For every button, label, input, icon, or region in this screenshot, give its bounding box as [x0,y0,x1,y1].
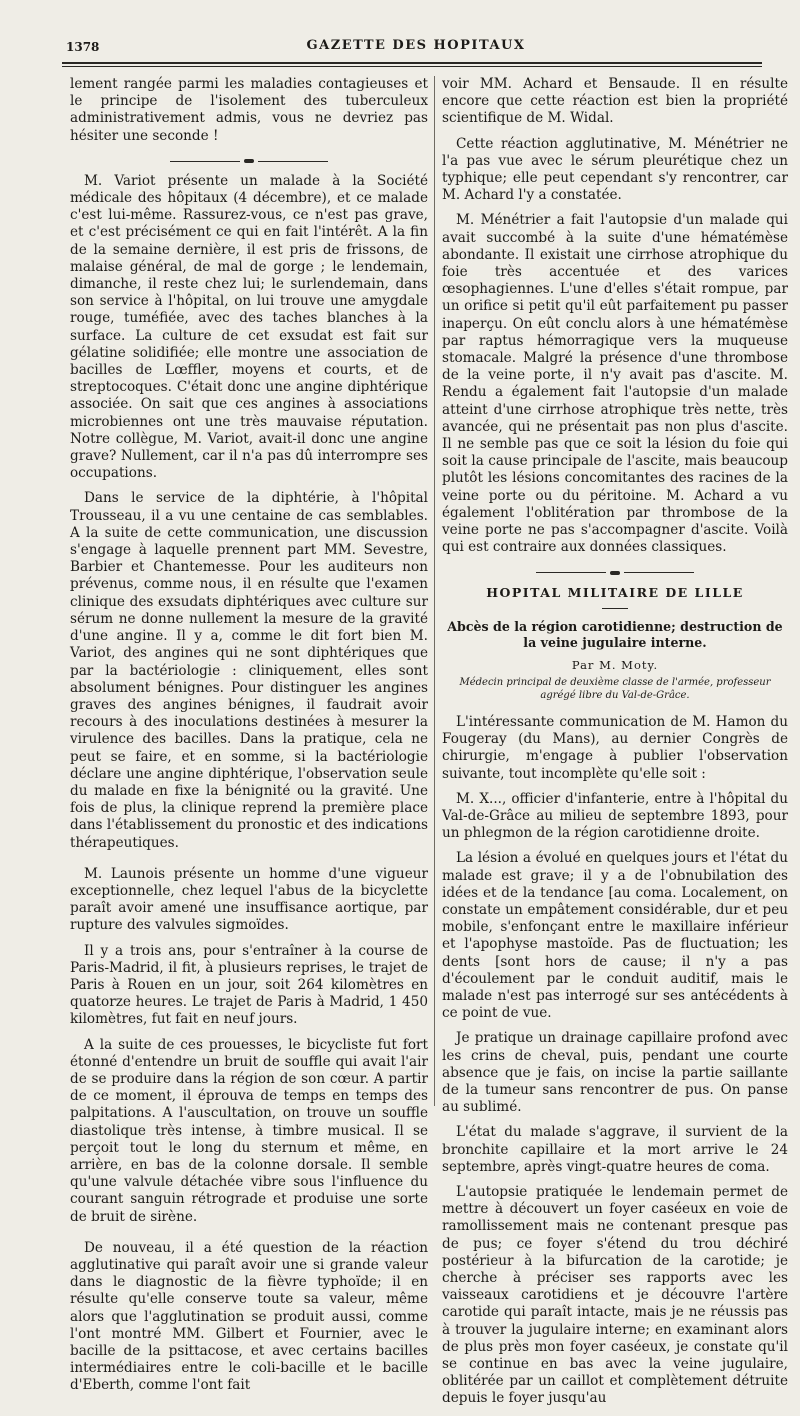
journal-title: GAZETTE DES HOPITAUX [306,38,526,53]
paragraph: Il y a trois ans, pour s'entraîner à la course de Paris-Madrid, il fit, à plusieurs reprises, le trajet de Paris à Rouen en un jour, soit 264 kilomètres en quatorze heures. Le trajet de Paris à Madrid, 1 450 kilomètres, fut fait en neuf jours. [70,942,428,1028]
paragraph: La lésion a évolué en quelques jours et l'état du malade est grave; il y a de l'obnubilation des idées et de la tendance [au coma. Localement, on constate un empâtement considérable, dur et peu mobile, s'enfonçant entre le maxillaire inférieur et l'apophyse mastoïde. Pas de fluctuation; les dents [sont hors de cause; il n'y a pas d'écoulement par le conduit auditif, mais le malade n'est pas interrogé sur ses antécédents à ce point de vue. [442,850,788,1022]
ornament-divider [70,153,428,163]
paragraph: De nouveau, il a été question de la réaction agglutinative qui paraît avoir une si grande valeur dans le diagnostic de la fièvre typhoïde; il en résulte qu'elle conserve toute sa valeur, même alors que l'agglutination se produit aussi, comme l'ont montré MM. Gilbert et Fournier, avec le bacille de la psittacose, et avec certains bacilles intermédiaires entre le coli-bacille et le bacille d'Eberth, comme l'ont fait [70,1239,428,1394]
right-column [442,76,788,1416]
paragraph: lement rangée parmi les maladies contagieuses et le principe de l'isolement des tuberculeux administrativement admis, vous ne devriez pas hésiter une seconde ! [70,76,428,144]
author-affiliation: Médecin principal de deuxième classe de l'armée, professeur agrégé libre du Val-de-Grâce. [459,676,771,701]
paragraph: L'état du malade s'aggrave, il survient de la bronchite capillaire et la mort arrive le 24 septembre, après vingt-quatre heures de coma. [442,1124,788,1175]
page-number: 1378 [66,40,100,54]
paragraph: voir MM. Achard et Bensaude. Il en résulte encore que cette réaction est bien la propriété scientifique de M. Widal. [442,76,788,127]
paragraph: M. Launois présente un homme d'une vigueur exceptionnelle, chez lequel l'abus de la bicyclette paraît avoir amené une insuffisance aortique, par rupture des valvules sigmoïdes. [70,865,428,934]
header-rule-thin [62,66,762,67]
page-header [66,36,766,58]
column-divider [434,76,435,1106]
paragraph: A la suite de ces prouesses, le bicycliste fut fort étonné d'entendre un bruit de souffle qui avait l'air de se produire dans la région de son cœur. A partir de ce moment, il éprouva de temps en temps des palpitations. A l'auscultation, on trouve un souffle diastolique très intense, à timbre musical. Il se perçoit tout le long du sternum et même, en arrière, en bas de la colonne dorsale. Il semble qu'une valvule détachée vibre sous l'influence du courant sanguin rétrograde et produise une sorte de bruit de sirène. [70,1036,428,1225]
article-author: Par M. Moty. [571,657,659,672]
short-rule [602,608,628,609]
paragraph: M. Variot présente un malade à la Société médicale des hôpitaux (4 décembre), et ce malade c'est lui-même. Rassurez-vous, ce n'est pas grave, et c'est précisément ce qui en fait l'intérêt. A la fin de la semaine dernière, il est pris de frissons, de malaise général, de mal de gorge ; le lendemain, dimanche, il reste chez lui; le surlendemain, dans son service à l'hôpital, on lui trouve une amygdale rouge, tuméfiée, avec des taches blanches à la surface. La culture de cet exsudat est fait sur gélatine solidifiée; elle montre une association de bacilles de Lœffler, moyens et courts, et de streptocoques. C'était donc une angine diphtérique associée. On sait que ces angines à associations microbiennes ont une très mauvaise réputation. Notre collègue, M. Variot, avait-il donc une angine grave? Nullement, car il n'a pas dû interrompre ses occupations. [70,172,428,482]
paragraph: M. Ménétrier a fait l'autopsie d'un malade qui avait succombé à la suite d'une hématémèse abondante. Il existait une cirrhose atrophique du foie très accentuée et des varices œsophagiennes. L'une d'elles s'était rompue, par un orifice si petit qu'il eût parfaitement pu passer inaperçu. On eût conclu alors à une hématémèse par raptus hémorragique vers la muqueuse stomacale. Malgré la présence d'une thrombose de la veine porte, il n'y avait pas d'ascite. M. Rendu a également fait l'autopsie d'un malade atteint d'une cirrhose atrophique très nette, très avancée, qui ne présentait pas non plus d'ascite. Il ne semble pas que ce soit la lésion du foie qui soit la cause principale de l'ascite, mais beaucoup plutôt les lésions concomitantes des racines de la veine porte ou du péritoine. M. Achard a vu également l'oblitération par thrombose de la veine porte ne pas s'accompagner d'ascite. Voilà qui est contraire aux données classiques. [442,212,788,556]
article-title: Abcès de la région carotidienne; destruction de la veine jugulaire interne. [447,618,783,650]
paragraph: Dans le service de la diphtérie, à l'hôpital Trousseau, il a vu une centaine de cas semblables. A la suite de cette communication, une discussion s'engage à laquelle prennent part MM. Sevestre, Barbier et Chantemesse. Pour les auditeurs non prévenus, comme nous, il en résulte que l'examen clinique des exsudats diphtériques avec culture sur sérum ne donne nullement la mesure de la gravité d'une angine. Il y a, comme le dit fort bien M. Variot, des angines qui ne sont diphtériques que par la bactériologie : cliniquement, elles sont absolument bénignes. Pour distinguer les angines graves des angines bénignes, il faudrait avoir recours à des inoculations destinées à mesurer la virulence des bacilles. Dans la pratique, cela ne peut se faire, et en somme, si la bactériologie déclare une angine diphtérique, l'observation seule du malade en fixe la bénignité ou la gravité. Une fois de plus, la clinique reprend la première place dans l'établissement du pronostic et des indications thérapeutiques. [70,490,428,851]
paragraph: Je pratique un drainage capillaire profond avec les crins de cheval, puis, pendant une courte absence que je fais, on incise la partie saillante de la tumeur sans rencontrer de pus. On panse au sublimé. [442,1030,788,1116]
ornament-divider [442,564,788,574]
paragraph: M. X..., officier d'infanterie, entre à l'hôpital du Val-de-Grâce au milieu de septembre 1893, pour un phlegmon de la région carotidienne droite. [442,790,788,842]
section-title: HOPITAL MILITAIRE DE LILLE [486,585,744,601]
paragraph: Cette réaction agglutinative, M. Ménétrier ne l'a pas vue avec le sérum pleurétique chez un typhique; elle peut cependant s'y rencontrer, car M. Achard l'y a constatée. [442,135,788,204]
header-rule [62,62,762,64]
paragraph: L'intéressante communication de M. Hamon du Fougeray (du Mans), au dernier Congrès de chirurgie, m'engage à publier l'observation suivante, tout incomplète qu'elle soit : [442,713,788,782]
left-column [70,76,428,1403]
paragraph: L'autopsie pratiquée le lendemain permet de mettre à découvert un foyer caséeux en voie de ramollissement mais ne contenant presque pas de pus; ce foyer s'étend du trou déchiré postérieur à la bifurcation de la carotide; je cherche à préciser ses rapports avec les vaisseaux carotidiens et je découvre l'artère carotide qui paraît intacte, mais je ne réussis pas à trouver la jugulaire interne; en examinant alors de plus près mon foyer caséeux, je constate qu'il se continue en bas avec la veine jugulaire, oblitérée par un caillot et complètement détruite depuis le foyer jusqu'au [442,1183,788,1407]
